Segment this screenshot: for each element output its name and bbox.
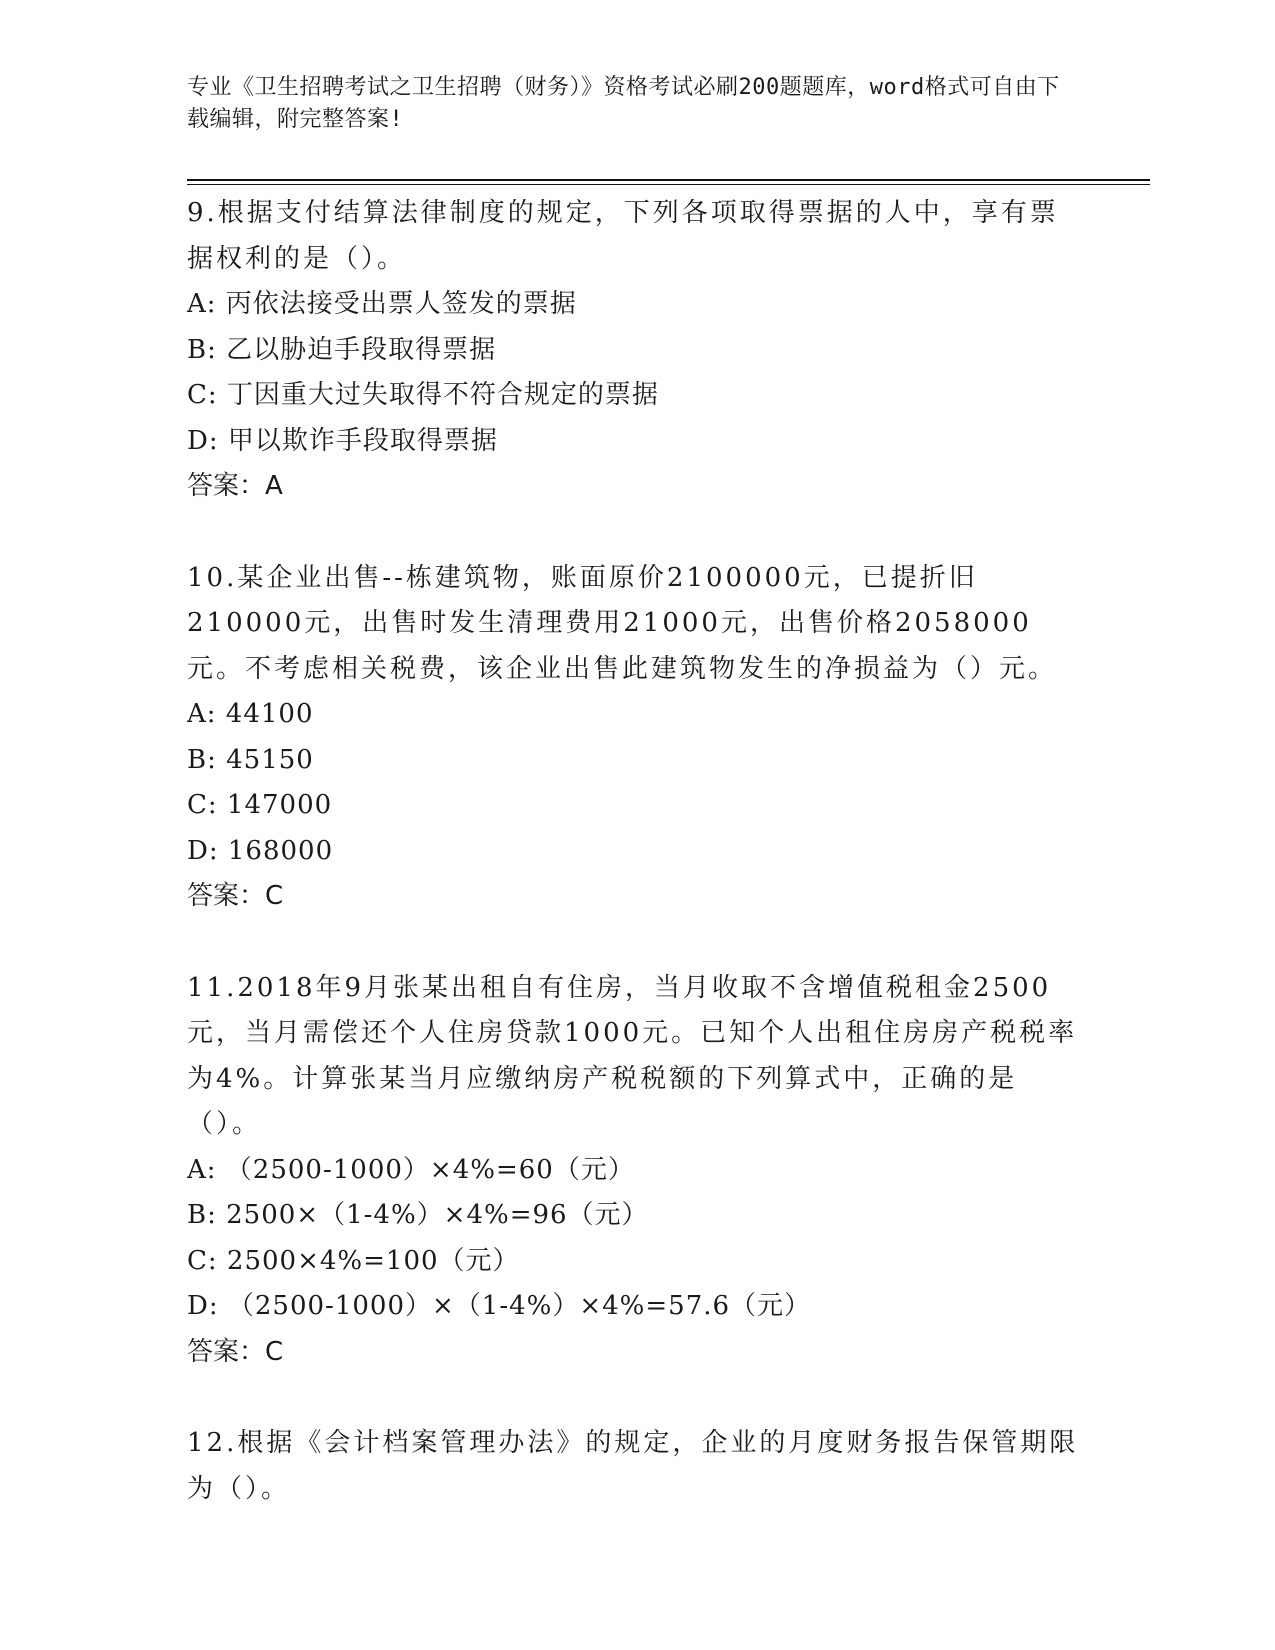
answer: 答案：C	[187, 881, 284, 911]
option-c: C: 2500×4%=100（元）	[187, 1245, 520, 1276]
option-d: D: 甲以欺诈手段取得票据	[187, 425, 498, 456]
question-9	[187, 191, 1087, 510]
question-stem: 9.根据支付结算法律制度的规定，下列各项取得票据的人中，享有票据权利的是（）。	[187, 198, 1059, 274]
option-a: A: 44100	[187, 699, 314, 729]
question-10	[187, 556, 1087, 920]
header-divider-thin	[187, 184, 1150, 185]
document-header: 专业《卫生招聘考试之卫生招聘（财务）》资格考试必刷200题题库，word格式可自由下载编辑，附完整答案!	[187, 75, 1060, 132]
header-divider-thick	[187, 179, 1150, 181]
question-stem: 12.根据《会计档案管理办法》的规定，企业的月度财务报告保管期限为（）。	[187, 1428, 1079, 1504]
answer: 答案：A	[187, 471, 283, 501]
option-d: D: 168000	[187, 835, 334, 866]
option-c: C: 丁因重大过失取得不符合规定的票据	[187, 380, 659, 410]
option-a: A: 丙依法接受出票人签发的票据	[187, 289, 577, 319]
question-stem: 11.2018年9月张某出租自有住房，当月收取不含增值税租金2500元，当月需偿还个人住房贷款1000元。已知个人出租住房房产税税率为4%。计算张某当月应缴纳房产税税额的下列算式中，正确的是（）。	[187, 972, 1078, 1139]
option-b: B: 2500×（1-4%）×4%=96（元）	[187, 1200, 649, 1230]
option-b: B: 乙以胁迫手段取得票据	[187, 334, 497, 365]
question-11	[187, 966, 1087, 1376]
question-stem: 10.某企业出售--栋建筑物，账面原价2100000元，已提折旧210000元，出售时发生清理费用21000元，出售价格2058000元。不考虑相关税费，该企业出售此建筑物发生的净损益为（）元。	[187, 562, 1058, 684]
answer: 答案：C	[187, 1336, 284, 1367]
option-b: B: 45150	[187, 744, 314, 775]
option-d: D: （2500-1000）×（1-4%）×4%=57.6（元）	[187, 1291, 812, 1321]
option-c: C: 147000	[187, 790, 333, 820]
option-a: A: （2500-1000）×4%=60（元）	[187, 1154, 635, 1185]
question-list	[187, 191, 1087, 1558]
question-12	[187, 1421, 1087, 1512]
